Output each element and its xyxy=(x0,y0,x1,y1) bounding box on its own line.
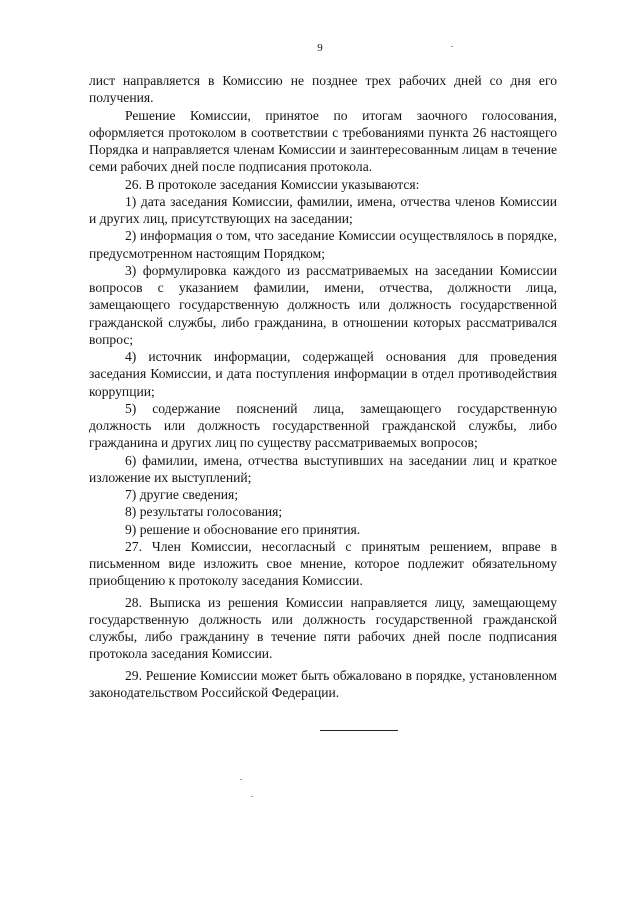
list-item-26-9: 9) решение и обоснование его принятия. xyxy=(125,521,361,537)
list-item-26-3: 3) формулировка каждого из рассматриваемых на заседании Комиссии вопросов с указанием фамилии, имени, отчества, должности лица, замещающего государственную должность или должность государственной гражданской службы, либо гражданина, в отношении которых рассматривался вопрос; xyxy=(89,262,557,347)
paragraph-absentee-vote-decision: Решение Комиссии, принятое по итогам заочного голосования, оформляется протоколом в соответствии с требованиями пункта 26 настоящего Порядка и направляется членам Комиссии и заинтересованным лицам в течение семи рабочих дней после подписания протокола. xyxy=(89,107,557,175)
list-item-26-4: 4) источник информации, содержащей основания для проведения заседания Комиссии, и дата поступления информации в отдел противодействия коррупции; xyxy=(89,349,557,399)
paragraph-clause-27: 27. Член Комиссии, несогласный с принятым решением, вправе в письменном виде изложить свое мнение, которое подлежит обязательному приобщению к протоколу заседания Комиссии. xyxy=(89,538,557,589)
list-item-26-8: 8) результаты голосования; xyxy=(125,504,283,520)
list-item-26-1: 1) дата заседания Комиссии, фамилии, имена, отчества членов Комиссии и других лиц, присутствующих на заседании; xyxy=(89,193,557,226)
list-item-26-7: 7) другие сведения; xyxy=(125,487,239,502)
scan-speck xyxy=(251,796,253,797)
paragraph-clause-29: 29. Решение Комиссии может быть обжаловано в порядке, установленном законодательством Российской Федерации. xyxy=(89,667,557,700)
paragraph-clause-26: 26. В протоколе заседания Комиссии указываются: xyxy=(125,176,420,192)
end-of-text-rule xyxy=(320,730,398,731)
paragraph-continuation: лист направляется в Комиссию не позднее трех рабочих дней со дня его получения. xyxy=(89,73,557,106)
page-number: 9 xyxy=(317,42,323,54)
list-item-26-6: 6) фамилии, имена, отчества выступивших на заседании лиц и краткое изложение их выступлений; xyxy=(89,452,557,485)
list-item-26-5: 5) содержание пояснений лица, замещающего государственную должность или должность государственной гражданской службы, либо гражданина и других лиц по существу рассматриваемых вопросов; xyxy=(89,400,557,451)
list-item-26-2: 2) информация о том, что заседание Комиссии осуществлялось в порядке, предусмотренном настоящим Порядком; xyxy=(89,228,557,261)
document-body xyxy=(89,72,557,701)
scan-speck xyxy=(451,46,453,47)
paragraph-clause-28: 28. Выписка из решения Комиссии направляется лицу, замещающему государственную должность или должность государственной гражданской службы, либо гражданину в течение пяти рабочих дней после подписания протокола заседания Комиссии. xyxy=(89,594,557,662)
scan-speck xyxy=(240,779,242,780)
